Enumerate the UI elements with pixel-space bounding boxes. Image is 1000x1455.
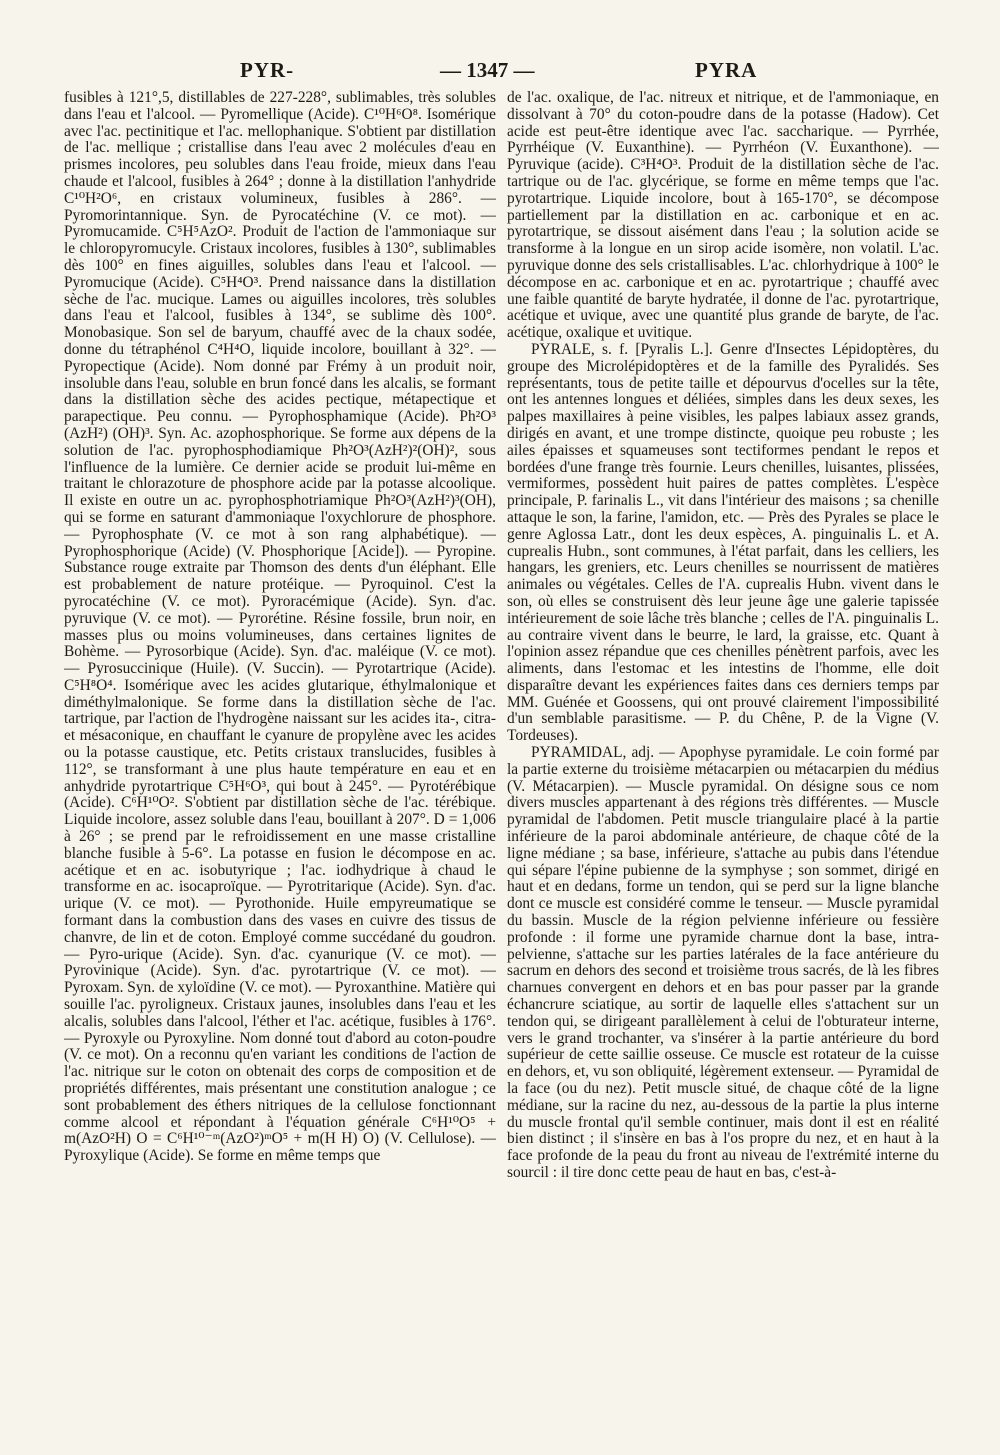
running-head-left: PYR-	[240, 58, 295, 82]
paragraph: de l'ac. oxalique, de l'ac. nitreux et nitrique, et de l'ammoniaque, en dissolvant à 70° du coton-poudre dans de la potasse (Hadow). Cet acide est peut-être identique avec l'ac. saccharique. — Pyrrhée, Pyrrhéique (V. Euxanthine). — Pyrrhéon (V. Euxanthone). — Pyruvique (acide). C³H⁴O³. Produit de la distillation sèche de l'ac. tartrique ou de l'ac. glycérique, se forme en même temps que l'ac. pyrotartrique. Liquide incolore, bout à 165-170°, se décompose partiellement par la distillation en ac. carbonique et en ac. pyrotartrique, se dissout aisément dans l'eau ; la solution acide se transforme à la longue en un sirop acide isomère, non volatil. L'ac. pyruvique donne des sels cristallisables. L'ac. chlorhydrique à 100° le décompose en ac. carbonique et en ac. pyrotartrique ; chauffé avec une faible quantité de baryte hydratée, il donne de l'ac. pyrotartrique, acétique et uvique, avec une quantité plus grande de baryte, de l'ac. acétique, oxalique et uvitique.	[507, 90, 939, 342]
running-head-right: PYRA	[695, 58, 758, 82]
entry-pyramidal: PYRAMIDAL, adj. — Apophyse pyramidale. Le coin formé par la partie externe du troisième métacarpien ou métacarpien du médius (V. Métacarpien). — Muscle pyramidal. On désigne sous ce nom divers muscles appartenant à des régions très différentes. — Muscle pyramidal de l'abdomen. Petit muscle triangulaire placé à la partie inférieure de la paroi abdominale antérieure, de chaque côté de la ligne médiane ; sa base, inférieure, s'attache au pubis dans l'étendue qui sépare l'épine pubienne de la symphyse ; son sommet, dirigé en haut et en dedans, forme un tendon, qui se perd sur la ligne blanche dont ce muscle est considéré comme le tenseur. — Muscle pyramidal du bassin. Muscle de la région pelvienne inférieure ou fessière profonde : il forme une pyramide charnue dont la base, intra-pelvienne, s'attache sur les parties latérales de la face antérieure du sacrum en dehors des second et troisième trous sacrés, de là les fibres charnues convergent en dehors et en bas pour passer par la grande échancrure sciatique, au sortir de laquelle elles s'attachent sur un tendon qui, se dirigeant parallèlement à celui de l'obturateur interne, vers le grand trochanter, va s'insérer à la partie antérieure du bord supérieur de cette saillie osseuse. Ce muscle est rotateur de la cuisse en dehors, et, vu son obliquité, légèrement extenseur. — Pyramidal de la face (ou du nez). Petit muscle situé, de chaque côté de la ligne médiane, sur la racine du nez, au-dessous de la partie la plus interne du muscle frontal qu'il semble continuer, mais dont il est en réalité bien distinct ; il s'insère en bas à l'os propre du nez, et en haut à la face profonde de la peau du front au niveau de l'extrémité interne du sourcil : il tire donc cette peau de haut en bas, c'est-à-	[507, 744, 939, 1181]
entry-pyrale: PYRALE, s. f. [Pyralis L.]. Genre d'Insectes Lépidoptères, du groupe des Microlépidoptères et de la famille des Pyralidés. Ses représentants, tous de petite taille et dépourvus d'ocelles sur la tête, ont les antennes longues et déliées, simples dans les deux sexes, les palpes maxillaires à peine visibles, les palpes labiaux assez grands, dirigés en avant, et une trompe distincte, quoique peu robuste ; les ailes épaisses et squameuses sont tectiformes pendant le repos et bordées d'une frange très fournie. Leurs chenilles, luisantes, plissées, vermiformes, possèdent huit paires de pattes complètes. L'espèce principale, P. farinalis L., vit dans l'intérieur des maisons ; sa chenille attaque le son, la farine, l'amidon, etc. — Près des Pyrales se place le genre Aglossa Latr., dont les deux espèces, A. pinguinalis L. et A. cuprealis Hubn., sont communes, à l'état parfait, dans les celliers, les hangars, les greniers, etc. Leurs chenilles se nourrissent de matières animales ou végétales. Celles de l'A. cuprealis Hubn. vivent dans le son, où elles se construisent dès leur jeune âge une galerie tapissée intérieurement de soie lâche très blanche ; celles de l'A. pinguinalis L. au contraire vivent dans le beurre, le lard, la graisse, etc. Quant à l'opinion assez répandue que ces chenilles pénètrent parfois, avec les aliments, dans l'estomac et les intestins de l'homme, elle doit disparaître devant les expériences faites dans ces derniers temps par MM. Guénée et Goossens, qui ont prouvé clairement l'impossibilité d'un semblable parasitisme. — P. du Chêne, P. de la Vigne (V. Tordeuses).	[507, 340, 939, 745]
left-column	[64, 90, 496, 1420]
paragraph: fusibles à 121°,5, distillables de 227-228°, sublimables, très solubles dans l'eau et l'alcool. — Pyromellique (Acide). C¹⁰H⁶O⁸. Isomérique avec l'ac. pectinitique et l'ac. mellophanique. S'obtient par distillation de l'ac. mellique ; cristallise dans l'eau avec 2 molécules d'eau en prismes incolores, peu solubles dans l'eau froide, mieux dans l'eau chaude et l'alcool, fusibles à 264° ; donne à la distillation l'anhydride C¹⁰H²O⁶, en cristaux volumineux, fusibles à 286°. — Pyromorintannique. Syn. de Pyrocatéchine (V. ce mot). — Pyromucamide. C⁵H⁵AzO². Produit de l'action de l'ammoniaque sur le chloropyromucyle. Cristaux incolores, fusibles à 130°, sublimables dès 100° en fines aiguilles, solubles dans l'eau et l'alcool. — Pyromucique (Acide). C⁵H⁴O³. Prend naissance dans la distillation sèche de l'ac. mucique. Lames ou aiguilles incolores, très solubles dans l'eau et l'alcool, fusibles à 134°, se sublime dès 100°. Monobasique. Son sel de baryum, chauffé avec de la chaux sodée, donne du tétraphénol C⁴H⁴O, liquide incolore, bouillant à 32°. — Pyropectique (Acide). Nom donné par Frémy à un produit noir, insoluble dans l'eau, soluble en brun foncé dans les alcalis, se formant dans la distillation sèche des acides pectique, métapectique et parapectique. Peu connu. — Pyrophosphamique (Acide). Ph²O³ (AzH²) (OH)³. Syn. Ac. azophosphorique. Se forme aux dépens de la solution de l'ac. pyrophosphodiamique Ph²O³(AzH²)²(OH)², sous l'influence de la lumière. Ce dernier acide se produit lui-même en traitant le chlorazoture de phosphore acide par la potasse alcoolique. Il existe en outre un ac. pyrophosphotriamique Ph²O³(AzH²)³(OH), qui se forme en saturant d'ammoniaque l'oxychlorure de phosphore. — Pyrophosphate (V. ce mot à son rang alphabétique). — Pyrophosphorique (Acide) (V. Phosphorique [Acide]). — Pyropine. Substance rouge extraite par Thomson des dents d'un éléphant. Elle est probablement de nature protéique. — Pyroquinol. C'est la pyrocatéchine (V. ce mot). Pyroracémique (Acide). Syn. d'ac. pyruvique (V. ce mot). — Pyrorétine. Résine fossile, brun noir, en masses plus ou moins volumineuses, dans certaines lignites de Bohème. — Pyrosorbique (Acide). Syn. d'ac. maléique (V. ce mot). — Pyrosuccinique (Huile). (V. Succin). — Pyrotartrique (Acide). C⁵H⁸O⁴. Isomérique avec les acides glutarique, éthylmalonique et diméthylmalonique. Se forme dans la distillation sèche de l'ac. tartrique, par l'action de l'hydrogène naissant sur les acides ita-, citra- et mésaconique, en chauffant le cyanure de propylène avec les acides ou la potasse caustique, etc. Petits cristaux translucides, fusibles à 112°, se transformant à une plus haute température en eau et en anhydride pyrotartrique C⁵H⁶O³, qui bout à 245°. — Pyrotérébique (Acide). C⁶H¹⁰O². S'obtient par distillation sèche de l'ac. térébique. Liquide incolore, assez soluble dans l'eau, bouillant à 207°. D = 1,006 à 26° ; se prend par le refroidissement en une masse cristalline blanche fusible à 5-6°. La potasse en fusion le décompose en ac. acétique et en ac. isobutyrique ; l'ac. iodhydrique à chaud le transforme en ac. isocaproïque. — Pyrotritarique (Acide). Syn. d'ac. urique (V. ce mot). — Pyrothonide. Huile empyreumatique se formant dans la combustion dans des vases en cuivre des tissus de chanvre, de lin et de coton. Employé comme succédané du goudron. — Pyro-urique (Acide). Syn. d'ac. cyanurique (V. ce mot). — Pyrovinique (Acide). Syn. d'ac. pyrotartrique (V. ce mot). — Pyroxam. Syn. de xyloïdine (V. ce mot). — Pyroxanthine. Matière qui souille l'ac. pyroligneux. Cristaux jaunes, insolubles dans l'eau et les alcalis, solubles dans l'alcool, l'éther et l'ac. acétique, fusibles à 176°. — Pyroxyle ou Pyroxyline. Nom donné tout d'abord au coton-poudre (V. ce mot). On a reconnu qu'en variant les conditions de l'action de l'ac. nitrique sur le coton on obtenait des corps de composition et de propriétés différentes, mais présentant une constitution analogue ; ce sont probablement des éthers nitriques de la cellulose fonctionnant comme alcool et répondant à l'équation générale C⁶H¹⁰O⁵ + m(AzO²H) O = C⁶H¹⁰⁻ᵐ(AzO²)ᵐO⁵ + m(H H) O) (V. Cellulose). — Pyroxylique (Acide). Se forme en même temps que	[64, 90, 496, 1165]
right-column	[507, 90, 939, 1420]
page-number: — 1347 —	[440, 58, 535, 82]
